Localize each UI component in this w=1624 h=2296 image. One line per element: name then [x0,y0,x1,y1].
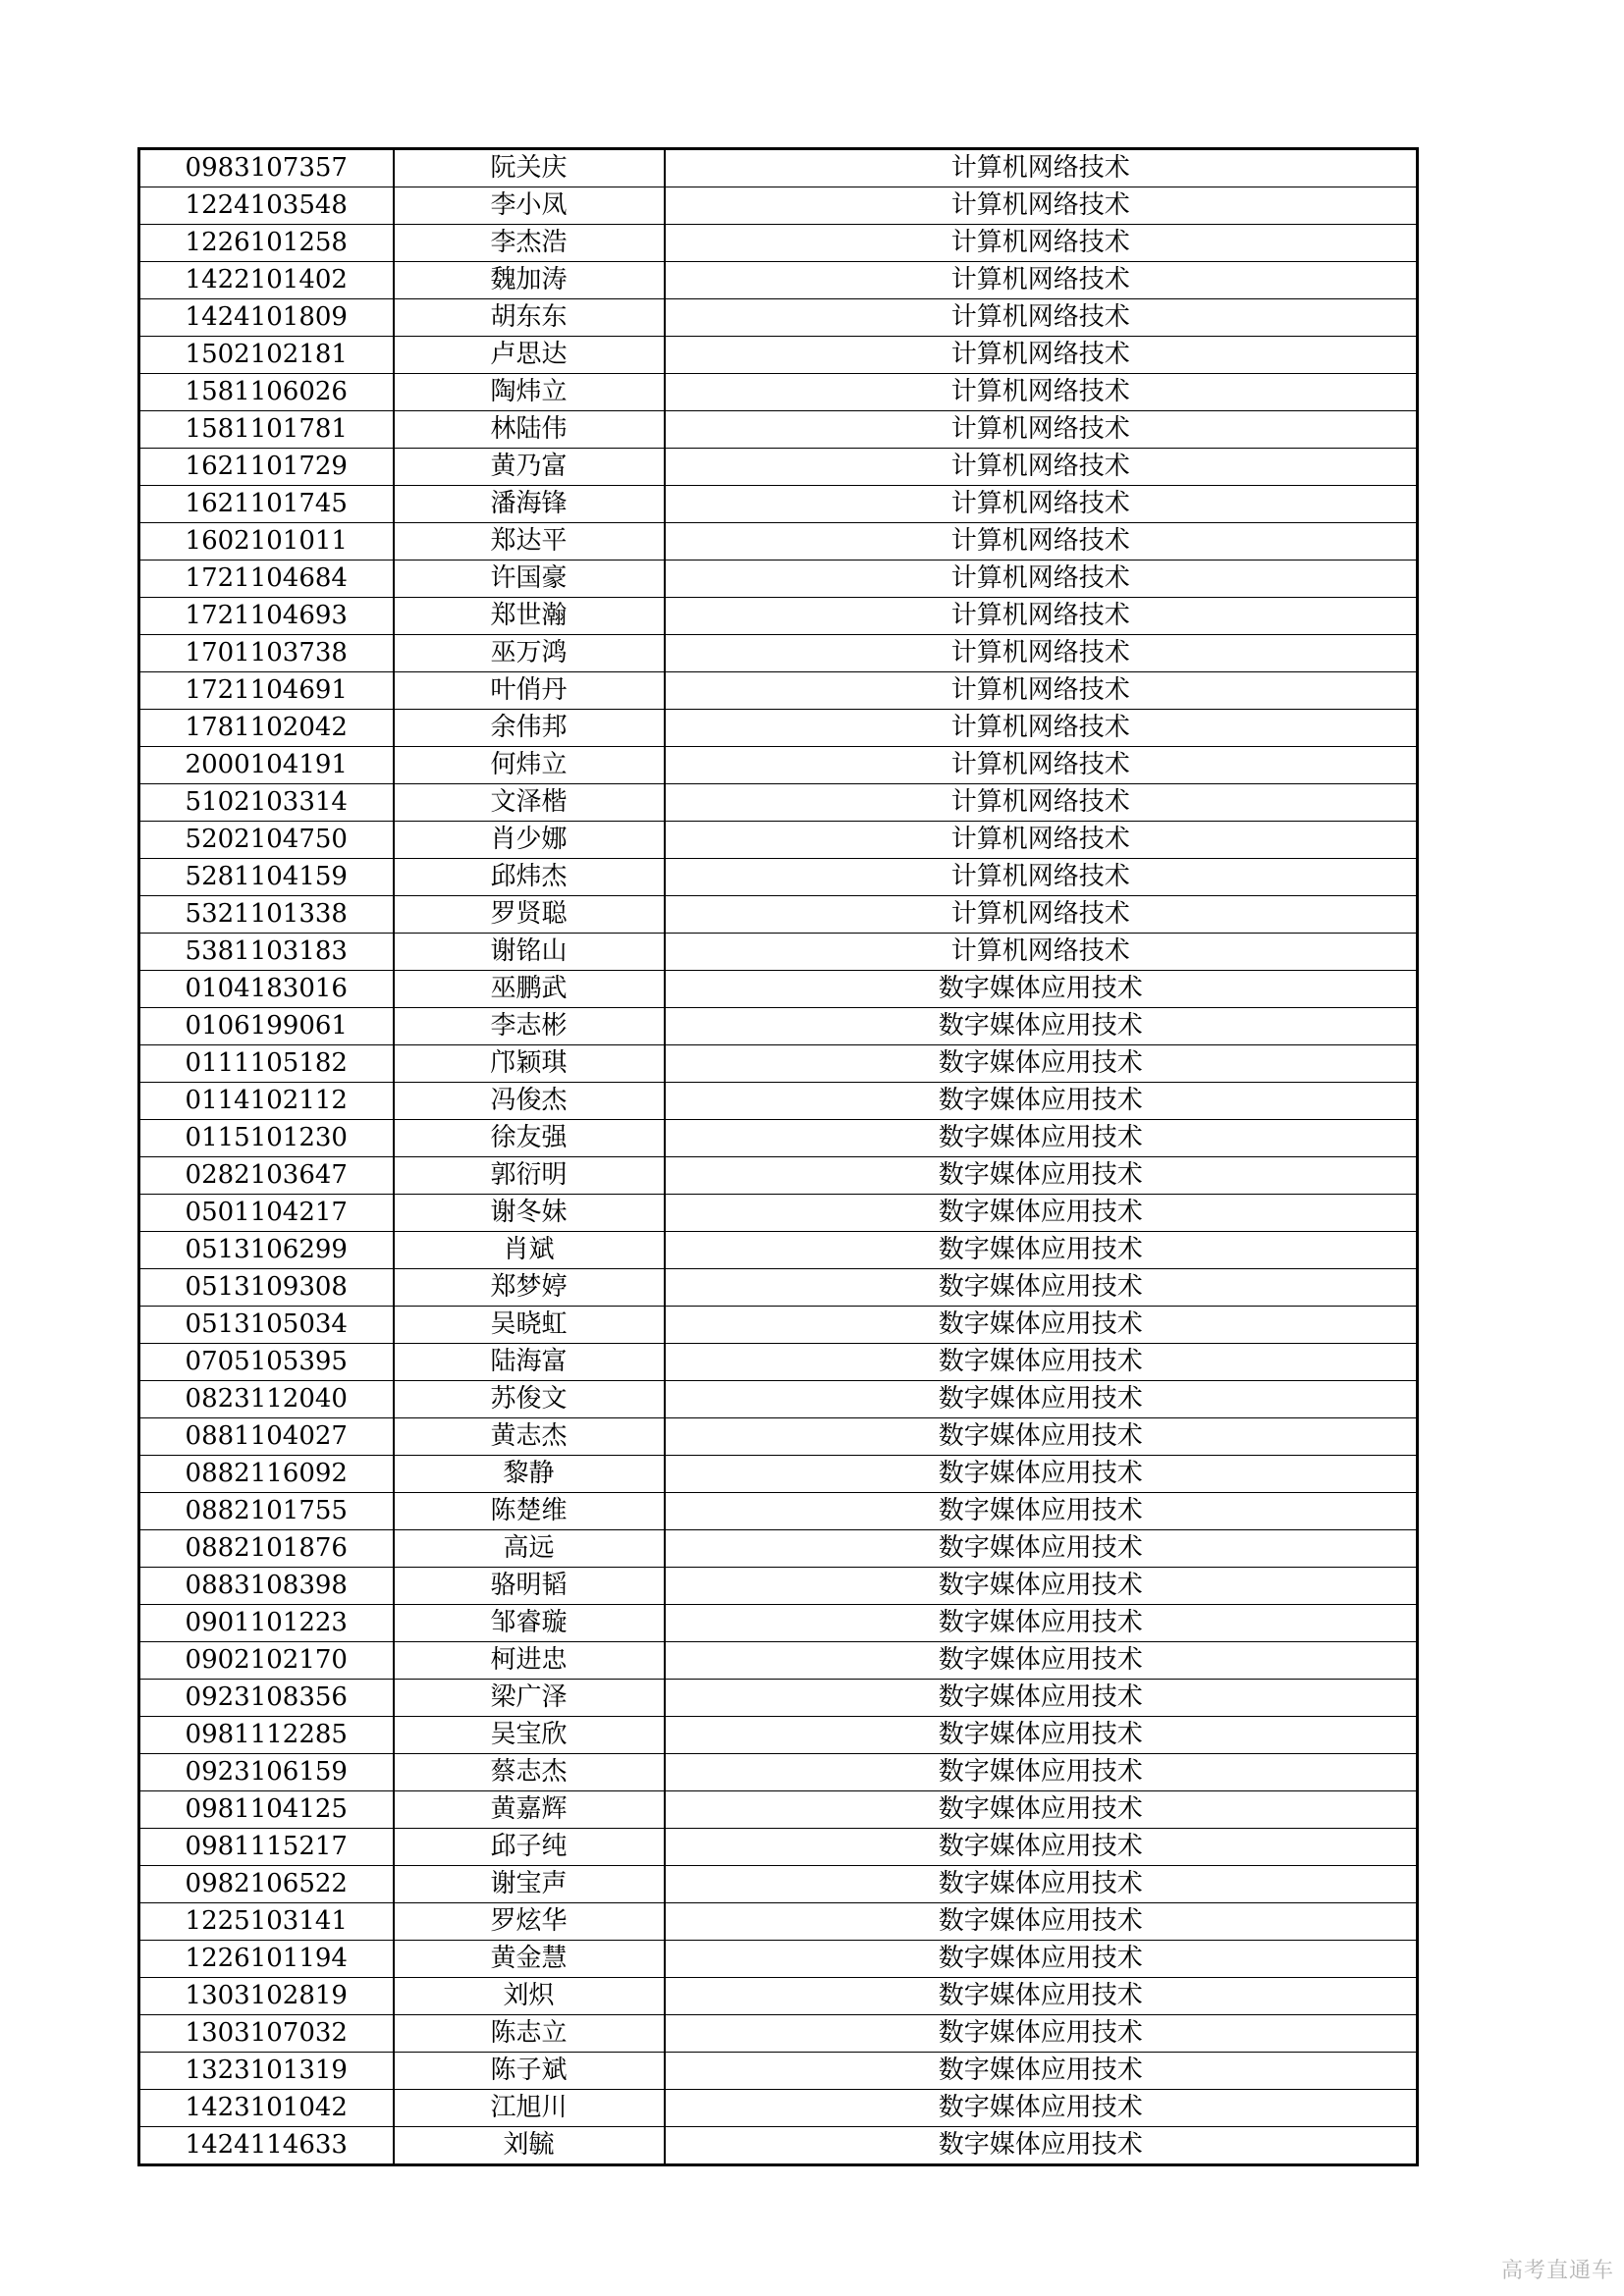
student-name-cell: 江旭川 [394,2090,665,2127]
student-name-cell: 徐友强 [394,1120,665,1157]
major-cell: 计算机网络技术 [665,710,1418,747]
table-row [139,1269,1418,1307]
major-cell: 计算机网络技术 [665,225,1418,262]
table-row [139,822,1418,859]
student-id-cell: 5102103314 [139,784,394,822]
major-cell: 计算机网络技术 [665,859,1418,896]
table-row [139,747,1418,784]
major-cell: 数字媒体应用技术 [665,1418,1418,1456]
student-id-cell: 1621101745 [139,486,394,523]
table-row [139,1307,1418,1344]
student-name-cell: 刘毓 [394,2127,665,2165]
student-id-cell: 1422101402 [139,262,394,299]
major-cell: 计算机网络技术 [665,672,1418,710]
major-cell: 数字媒体应用技术 [665,1195,1418,1232]
student-name-cell: 肖少娜 [394,822,665,859]
student-id-cell: 1225103141 [139,1903,394,1941]
student-name-cell: 郑梦婷 [394,1269,665,1307]
major-cell: 数字媒体应用技术 [665,1083,1418,1120]
student-id-cell: 0923106159 [139,1754,394,1791]
student-name-cell: 邱炜杰 [394,859,665,896]
student-id-cell: 0501104217 [139,1195,394,1232]
student-name-cell: 罗贤聪 [394,896,665,934]
student-name-cell: 林陆伟 [394,411,665,449]
table-row [139,635,1418,672]
major-cell: 计算机网络技术 [665,486,1418,523]
student-name-cell: 高远 [394,1530,665,1568]
student-name-cell: 郭衍明 [394,1157,665,1195]
table-row [139,672,1418,710]
major-cell: 计算机网络技术 [665,784,1418,822]
student-name-cell: 李小凤 [394,187,665,225]
table-row [139,1045,1418,1083]
table-row [139,225,1418,262]
major-cell: 数字媒体应用技术 [665,1307,1418,1344]
student-name-cell: 胡东东 [394,299,665,337]
major-cell: 计算机网络技术 [665,635,1418,672]
table-row [139,1978,1418,2015]
table-row [139,561,1418,598]
student-name-cell: 郑世瀚 [394,598,665,635]
student-id-cell: 1621101729 [139,449,394,486]
table-row [139,1717,1418,1754]
table-row [139,1754,1418,1791]
major-cell: 数字媒体应用技术 [665,1269,1418,1307]
student-id-cell: 0104183016 [139,971,394,1008]
major-cell: 计算机网络技术 [665,299,1418,337]
major-cell: 计算机网络技术 [665,374,1418,411]
table-row [139,1791,1418,1829]
student-id-cell: 5321101338 [139,896,394,934]
major-cell: 数字媒体应用技术 [665,1978,1418,2015]
student-id-cell: 1323101319 [139,2053,394,2090]
major-cell: 计算机网络技术 [665,262,1418,299]
table-row [139,1493,1418,1530]
student-id-cell: 1224103548 [139,187,394,225]
student-id-cell: 5281104159 [139,859,394,896]
student-id-cell: 1424114633 [139,2127,394,2165]
student-name-cell: 苏俊文 [394,1381,665,1418]
major-cell: 数字媒体应用技术 [665,1903,1418,1941]
student-name-cell: 许国豪 [394,561,665,598]
student-id-cell: 1303102819 [139,1978,394,2015]
table-row [139,1568,1418,1605]
student-name-cell: 巫鹏武 [394,971,665,1008]
major-cell: 数字媒体应用技术 [665,1829,1418,1866]
table-row [139,598,1418,635]
major-cell: 数字媒体应用技术 [665,1866,1418,1903]
table-row [139,1903,1418,1941]
student-id-cell: 0881104027 [139,1418,394,1456]
student-name-cell: 谢铭山 [394,934,665,971]
student-id-cell: 5202104750 [139,822,394,859]
table-row [139,187,1418,225]
table-row [139,1680,1418,1717]
major-cell: 数字媒体应用技术 [665,2053,1418,2090]
student-name-cell: 卢思达 [394,337,665,374]
major-cell: 数字媒体应用技术 [665,1157,1418,1195]
student-name-cell: 罗炫华 [394,1903,665,1941]
admission-list-table [137,147,1419,2166]
major-cell: 数字媒体应用技术 [665,971,1418,1008]
table-row [139,411,1418,449]
table-row [139,2127,1418,2165]
student-name-cell: 李杰浩 [394,225,665,262]
major-cell: 计算机网络技术 [665,337,1418,374]
table-row [139,1120,1418,1157]
major-cell: 数字媒体应用技术 [665,1456,1418,1493]
table-row [139,1866,1418,1903]
student-id-cell: 0282103647 [139,1157,394,1195]
student-name-cell: 柯进忠 [394,1642,665,1680]
student-id-cell: 0111105182 [139,1045,394,1083]
table-row [139,1083,1418,1120]
student-id-cell: 1424101809 [139,299,394,337]
major-cell: 计算机网络技术 [665,187,1418,225]
table-row [139,486,1418,523]
student-name-cell: 李志彬 [394,1008,665,1045]
table-row [139,934,1418,971]
student-id-cell: 1502102181 [139,337,394,374]
student-id-cell: 1781102042 [139,710,394,747]
student-name-cell: 陆海富 [394,1344,665,1381]
major-cell: 数字媒体应用技术 [665,1232,1418,1269]
student-name-cell: 梁广泽 [394,1680,665,1717]
student-name-cell: 陶炜立 [394,374,665,411]
student-name-cell: 谢冬妹 [394,1195,665,1232]
student-name-cell: 陈楚维 [394,1493,665,1530]
table-row [139,262,1418,299]
watermark-text: 高考直通车 [1500,2259,1614,2283]
student-id-cell: 1602101011 [139,523,394,561]
major-cell: 计算机网络技术 [665,411,1418,449]
table-row [139,784,1418,822]
student-name-cell: 肖斌 [394,1232,665,1269]
student-id-cell: 0823112040 [139,1381,394,1418]
major-cell: 数字媒体应用技术 [665,1381,1418,1418]
major-cell: 计算机网络技术 [665,149,1418,187]
table-row [139,1344,1418,1381]
table-row [139,1530,1418,1568]
table-row [139,374,1418,411]
student-name-cell: 陈志立 [394,2015,665,2053]
major-cell: 计算机网络技术 [665,934,1418,971]
table-row [139,1008,1418,1045]
student-id-cell: 1226101258 [139,225,394,262]
major-cell: 数字媒体应用技术 [665,1568,1418,1605]
student-name-cell: 黄志杰 [394,1418,665,1456]
major-cell: 数字媒体应用技术 [665,2015,1418,2053]
student-name-cell: 邹睿璇 [394,1605,665,1642]
student-name-cell: 吴晓虹 [394,1307,665,1344]
table-row [139,1232,1418,1269]
student-name-cell: 谢宝声 [394,1866,665,1903]
table-row [139,971,1418,1008]
student-id-cell: 0983107357 [139,149,394,187]
student-id-cell: 0902102170 [139,1642,394,1680]
table-row [139,1381,1418,1418]
major-cell: 计算机网络技术 [665,747,1418,784]
student-id-cell: 0982106522 [139,1866,394,1903]
student-name-cell: 叶俏丹 [394,672,665,710]
major-cell: 计算机网络技术 [665,598,1418,635]
major-cell: 数字媒体应用技术 [665,1754,1418,1791]
student-name-cell: 邝颖琪 [394,1045,665,1083]
student-name-cell: 郑达平 [394,523,665,561]
table-row [139,449,1418,486]
student-id-cell: 0901101223 [139,1605,394,1642]
major-cell: 数字媒体应用技术 [665,1791,1418,1829]
table-row [139,149,1418,187]
student-id-cell: 1581106026 [139,374,394,411]
student-id-cell: 0981115217 [139,1829,394,1866]
student-id-cell: 1581101781 [139,411,394,449]
major-cell: 数字媒体应用技术 [665,2127,1418,2165]
student-id-cell: 0513105034 [139,1307,394,1344]
table-row [139,710,1418,747]
table-row [139,337,1418,374]
table-row [139,1195,1418,1232]
student-id-cell: 1721104691 [139,672,394,710]
student-id-cell: 0882101876 [139,1530,394,1568]
student-name-cell: 刘炽 [394,1978,665,2015]
student-id-cell: 1721104684 [139,561,394,598]
table-row [139,1642,1418,1680]
table-row [139,1605,1418,1642]
student-name-cell: 潘海锋 [394,486,665,523]
student-id-cell: 5381103183 [139,934,394,971]
student-name-cell: 冯俊杰 [394,1083,665,1120]
student-id-cell: 2000104191 [139,747,394,784]
table-row [139,1157,1418,1195]
table-body [139,149,1418,2165]
major-cell: 数字媒体应用技术 [665,1717,1418,1754]
student-id-cell: 0923108356 [139,1680,394,1717]
student-id-cell: 1226101194 [139,1941,394,1978]
student-id-cell: 1721104693 [139,598,394,635]
table-row [139,2090,1418,2127]
student-id-cell: 1423101042 [139,2090,394,2127]
major-cell: 数字媒体应用技术 [665,1680,1418,1717]
student-id-cell: 0106199061 [139,1008,394,1045]
student-name-cell: 黄乃富 [394,449,665,486]
student-name-cell: 陈子斌 [394,2053,665,2090]
major-cell: 计算机网络技术 [665,896,1418,934]
table-row [139,523,1418,561]
student-name-cell: 黄金慧 [394,1941,665,1978]
student-name-cell: 蔡志杰 [394,1754,665,1791]
student-name-cell: 魏加涛 [394,262,665,299]
student-id-cell: 1701103738 [139,635,394,672]
student-name-cell: 文泽楷 [394,784,665,822]
student-name-cell: 黄嘉辉 [394,1791,665,1829]
table-row [139,859,1418,896]
table-row [139,896,1418,934]
table-row [139,2053,1418,2090]
major-cell: 数字媒体应用技术 [665,1493,1418,1530]
major-cell: 计算机网络技术 [665,561,1418,598]
major-cell: 数字媒体应用技术 [665,2090,1418,2127]
major-cell: 数字媒体应用技术 [665,1344,1418,1381]
student-name-cell: 余伟邦 [394,710,665,747]
major-cell: 数字媒体应用技术 [665,1941,1418,1978]
major-cell: 数字媒体应用技术 [665,1120,1418,1157]
major-cell: 数字媒体应用技术 [665,1045,1418,1083]
student-name-cell: 何炜立 [394,747,665,784]
major-cell: 计算机网络技术 [665,822,1418,859]
table-row [139,1456,1418,1493]
student-id-cell: 0513106299 [139,1232,394,1269]
table-row [139,1418,1418,1456]
student-name-cell: 黎静 [394,1456,665,1493]
student-id-cell: 0882116092 [139,1456,394,1493]
major-cell: 数字媒体应用技术 [665,1530,1418,1568]
major-cell: 数字媒体应用技术 [665,1642,1418,1680]
student-id-cell: 0981104125 [139,1791,394,1829]
major-cell: 计算机网络技术 [665,449,1418,486]
major-cell: 数字媒体应用技术 [665,1605,1418,1642]
student-name-cell: 巫万鸿 [394,635,665,672]
student-id-cell: 0114102112 [139,1083,394,1120]
student-id-cell: 0981112285 [139,1717,394,1754]
student-name-cell: 阮关庆 [394,149,665,187]
major-cell: 数字媒体应用技术 [665,1008,1418,1045]
table-row [139,299,1418,337]
table-row [139,2015,1418,2053]
student-id-cell: 0513109308 [139,1269,394,1307]
student-name-cell: 骆明韬 [394,1568,665,1605]
table-row [139,1829,1418,1866]
student-name-cell: 吴宝欣 [394,1717,665,1754]
table-row [139,1941,1418,1978]
student-id-cell: 0883108398 [139,1568,394,1605]
student-name-cell: 邱子纯 [394,1829,665,1866]
major-cell: 计算机网络技术 [665,523,1418,561]
student-id-cell: 1303107032 [139,2015,394,2053]
student-id-cell: 0115101230 [139,1120,394,1157]
student-id-cell: 0882101755 [139,1493,394,1530]
student-id-cell: 0705105395 [139,1344,394,1381]
